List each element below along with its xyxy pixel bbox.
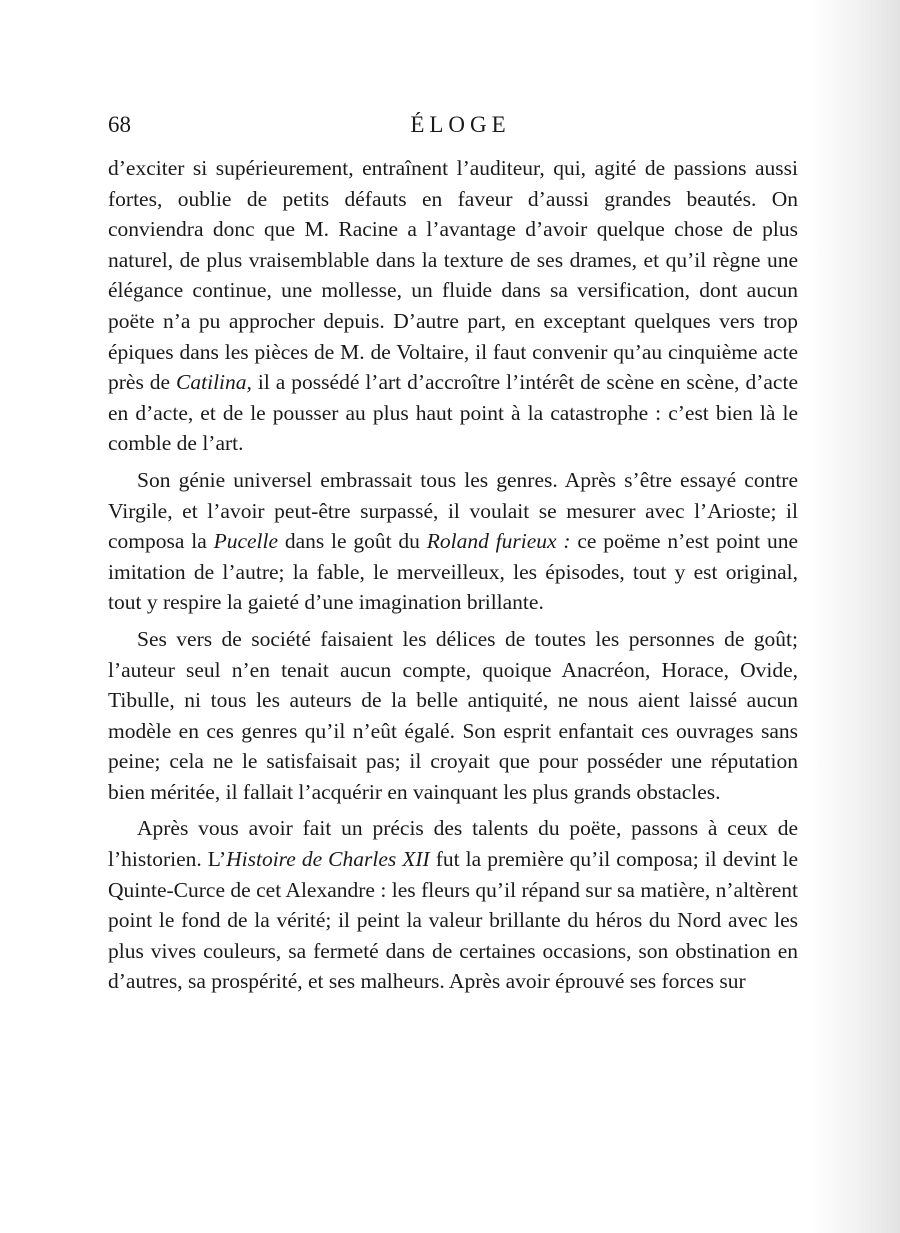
text-run: il a possédé l’art d’accroître l’intérêt de scène en scène, d’acte en d’acte, et de le pousser au plus haut point à la catastrophe : c’est bien là le comble de l’art. xyxy=(108,370,798,456)
text-run: d’exciter si supérieurement, entraînent l’auditeur, qui, agité de passions aussi fortes, oublie de petits défauts en faveur d’aussi grandes beautés. On conviendra donc que M. Racine a l’avantage d’avoir quelque chose de plus naturel, de plus vraisemblable dans la texture de ses drames, et qu’il règne une élégance continue, une mollesse, un fluide dans sa versification, dont aucun poëte n’a pu approcher depuis. D’autre part, en exceptant quelques vers trop épiques dans les pièces de M. de Voltaire, il faut convenir qu’au cinquième acte près de xyxy=(108,156,798,395)
paragraph-4 xyxy=(108,813,798,997)
body-text xyxy=(108,153,798,1003)
text-run: ce poëme n’est point une imitation de l’autre; la fable, le merveilleux, les épisodes, tout y est original, tout y respire la gaieté d’une imagination brillante. xyxy=(108,529,798,615)
italic-title-text: Histoire de Charles XII xyxy=(226,847,430,872)
paragraph-1 xyxy=(108,153,798,459)
text-run: fut la première qu’il composa; il devint le Quinte-Curce de cet Alexandre : les fleurs qu’il répand sur sa matière, n’altèrent point le fond de la vérité; il peint la valeur brillante du héros du Nord avec les plus vives couleurs, sa fermeté dans de certaines occasions, son obstination en d’autres, sa prospérité, et ses malheurs. Après avoir éprouvé ses forces sur xyxy=(108,847,798,994)
paragraph-3 xyxy=(108,624,798,808)
text-run: Après vous avoir fait un précis des talents du poëte, passons à ceux de l’historien. L’ xyxy=(108,816,798,872)
italic-title-text: Roland furieux : xyxy=(426,529,571,554)
text-run: Son génie universel embrassait tous les genres. Après s’être essayé contre Virgile, et l’avoir peut-être surpassé, il voulait se mesurer avec l’Arioste; il composa la xyxy=(108,467,798,554)
italic-title-text: Pucelle xyxy=(213,529,279,554)
italic-title-text: Catilina, xyxy=(176,370,252,395)
text-run: dans le goût du xyxy=(278,529,427,554)
chapter-title: ÉLOGE xyxy=(410,112,511,137)
running-head xyxy=(108,112,798,142)
paragraph-2 xyxy=(108,465,798,618)
text-run: Ses vers de société faisaient les délices de toutes les personnes de goût; l’auteur seul n’en tenait aucun compte, quoique Anacréon, Horace, Ovide, Tibulle, ni tous les auteurs de la belle antiquité, ne nous aient laissé aucun modèle en ces genres qu’il n’eût égalé. Son esprit enfantait ces ouvrages sans peine; cela ne le satisfaisait pas; il croyait que pour posséder une réputation bien méritée, il fallait l’acquérir en vainquant les plus grands obstacles. xyxy=(108,626,798,804)
page-number: 68 xyxy=(108,112,131,137)
